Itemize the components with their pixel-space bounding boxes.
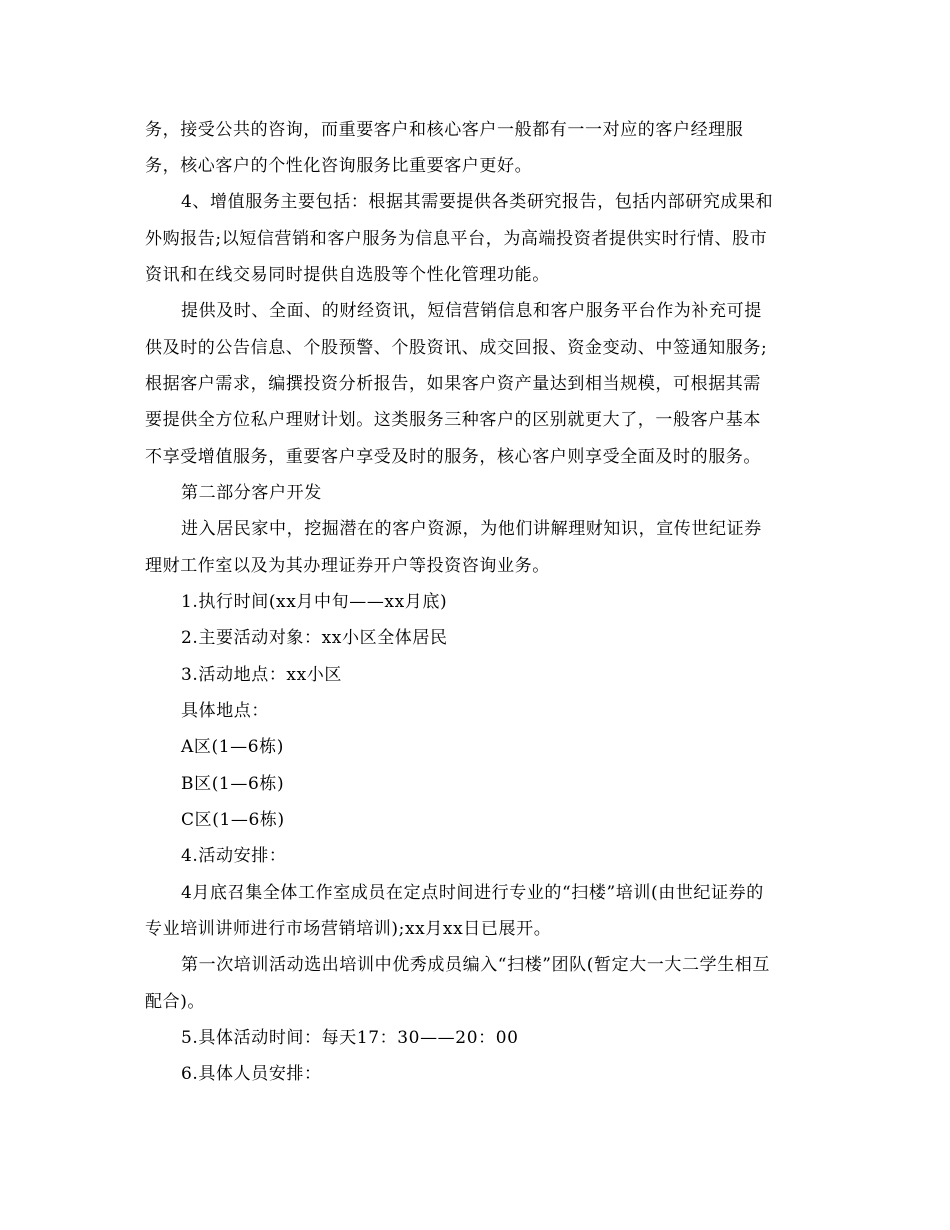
text-line: 理财工作室以及为其办理证券开户等投资咨询业务。 (145, 556, 550, 576)
text-line: 1.执行时间(xx月中旬——xx月底) (181, 592, 448, 612)
text-line: 资讯和在线交易同时提供自选股等个性化管理功能。 (145, 265, 550, 285)
text-line: 根据客户需求，编撰投资分析报告，如果客户资产量达到相当规模，可根据其需 (145, 374, 761, 394)
text-line: C区(1—6栋) (181, 810, 285, 830)
text-line: 5.具体活动时间：每天17：30——20：00 (181, 1028, 519, 1048)
text-line: 务，核心客户的个性化咨询服务比重要客户更好。 (145, 156, 533, 176)
text-line: 具体地点： (181, 701, 269, 721)
text-line: 提供及时、全面、的财经资讯，短信营销信息和客户服务平台作为补充可提 (181, 301, 762, 321)
text-line: 3.活动地点：xx小区 (181, 665, 342, 685)
text-line: 第一次培训活动选出培训中优秀成员编入“扫楼”团队(暂定大一大二学生相互 (181, 955, 771, 975)
text-line: 进入居民家中，挖掘潜在的客户资源，为他们讲解理财知识，宣传世纪证券 (181, 519, 762, 539)
text-line: 6.具体人员安排： (181, 1064, 322, 1084)
text-line: 专业培训讲师进行市场营销培训);xx月xx日已展开。 (145, 919, 552, 939)
text-line: 配合)。 (145, 992, 206, 1012)
section-heading: 第二部分客户开发 (181, 483, 322, 503)
text-line: 务，接受公共的咨询，而重要客户和核心客户一般都有一一对应的客户经理服 (145, 120, 744, 140)
text-line: 不享受增值服务，重要客户享受及时的服务，核心客户则享受全面及时的服务。 (145, 447, 761, 467)
text-line: 4月底召集全体工作室成员在定点时间进行专业的“扫楼”培训(由世纪证券的 (181, 883, 764, 903)
text-line: 要提供全方位私户理财计划。这类服务三种客户的区别就更大了，一般客户基本 (145, 410, 761, 430)
text-line: A区(1—6栋) (181, 737, 284, 757)
text-line: 外购报告;以短信营销和客户服务为信息平台，为高端投资者提供实时行情、股市 (145, 229, 768, 249)
text-line: 2.主要活动对象：xx小区全体居民 (181, 628, 448, 648)
text-line: B区(1—6栋) (181, 774, 285, 794)
text-line: 4.活动安排： (181, 846, 287, 866)
text-line: 4、增值服务主要包括：根据其需要提供各类研究报告，包括内部研究成果和 (181, 192, 774, 212)
text-line: 供及时的公告信息、个股预警、个股资讯、成交回报、资金变动、中签通知服务; (145, 338, 768, 358)
